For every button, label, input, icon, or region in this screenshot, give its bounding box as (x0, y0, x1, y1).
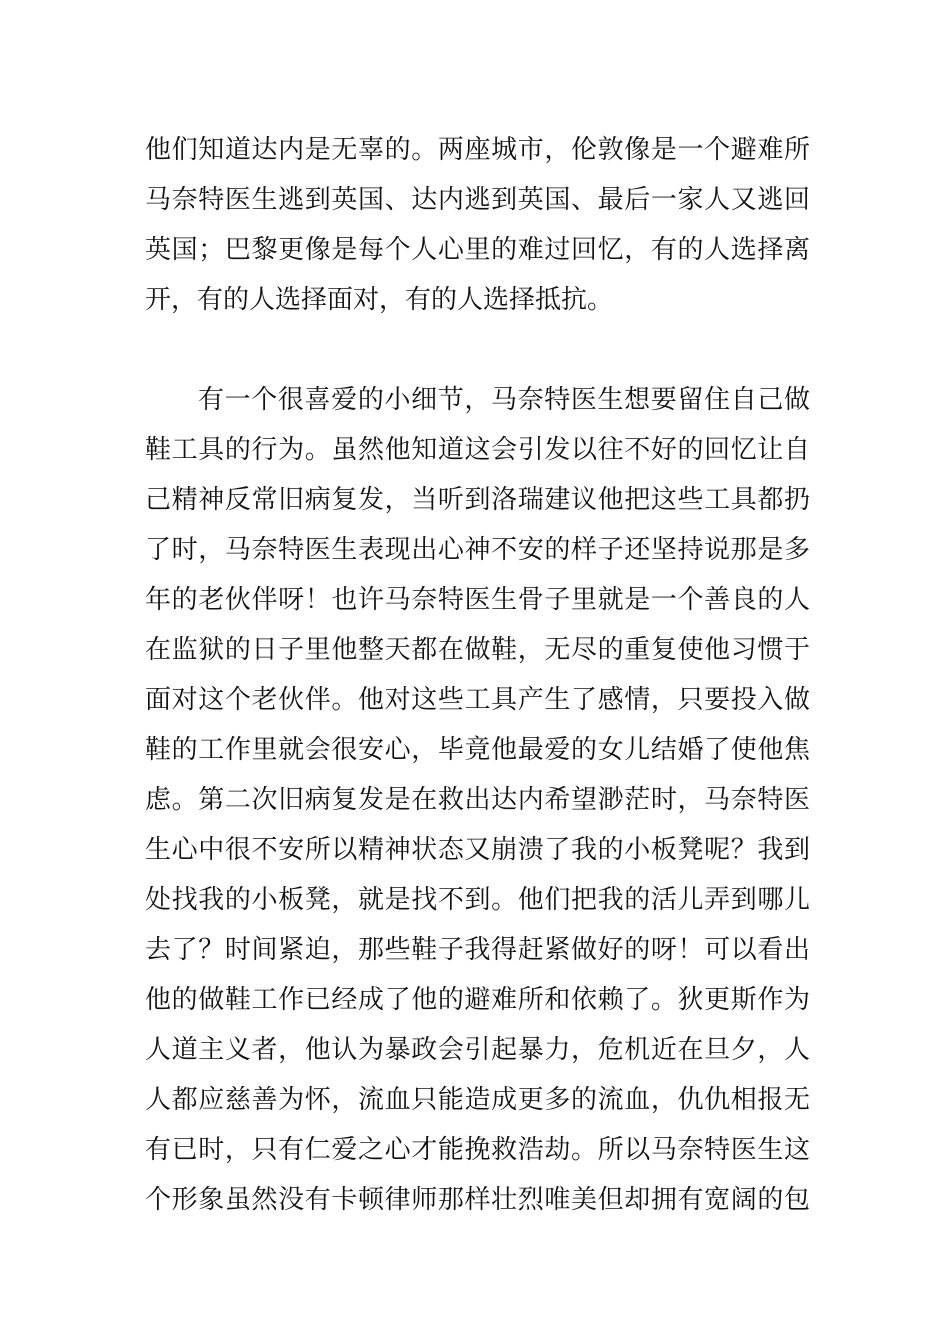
paragraph-2-line-11: 处找我的小板凳，就是找不到。他们把我的活儿弄到哪儿 (145, 885, 810, 915)
paragraph-2-line-10: 生心中很不安所以精神状态又崩溃了我的小板凳呢？我到 (145, 835, 810, 865)
paragraph-2-line-14: 人道主义者，他认为暴政会引起暴力，危机近在旦夕，人 (145, 1035, 810, 1065)
paragraph-1-line-2: 马奈特医生逃到英国、达内逃到英国、最后一家人又逃回 (145, 185, 810, 215)
paragraph-2-line-8: 鞋的工作里就会很安心，毕竟他最爱的女儿结婚了使他焦 (145, 735, 810, 765)
paragraph-2-line-12: 去了？时间紧迫，那些鞋子我得赶紧做好的呀！可以看出 (145, 935, 810, 965)
paragraph-2-line-16: 有已时，只有仁爱之心才能挽救浩劫。所以马奈特医生这 (145, 1135, 810, 1165)
paragraph-2-line-9: 虑。第二次旧病复发是在救出达内希望渺茫时，马奈特医 (145, 785, 810, 815)
paragraph-1-line-1: 他们知道达内是无辜的。两座城市，伦敦像是一个避难所 (145, 135, 810, 165)
paragraph-2-line-17: 个形象虽然没有卡顿律师那样壮烈唯美但却拥有宽阔的包 (145, 1185, 810, 1215)
paragraph-2-line-4: 了时，马奈特医生表现出心神不安的样子还坚持说那是多 (145, 535, 810, 565)
paragraph-2-line-2: 鞋工具的行为。虽然他知道这会引发以往不好的回忆让自 (145, 435, 810, 465)
paragraph-2-line-13: 他的做鞋工作已经成了他的避难所和依赖了。狄更斯作为 (145, 985, 810, 1015)
paragraph-2-line-6: 在监狱的日子里他整天都在做鞋，无尽的重复使他习惯于 (145, 635, 810, 665)
paragraph-1-line-4: 开，有的人选择面对，有的人选择抵抗。 (145, 285, 614, 315)
paragraph-2-line-7: 面对这个老伙伴。他对这些工具产生了感情，只要投入做 (145, 685, 810, 715)
paragraph-2-line-3: 己精神反常旧病复发，当听到洛瑞建议他把这些工具都扔 (145, 485, 810, 515)
paragraph-2-line-15: 人都应慈善为怀，流血只能造成更多的流血，仇仇相报无 (145, 1085, 810, 1115)
paragraph-2-line-1: 有一个很喜爱的小细节，马奈特医生想要留住自己做 (198, 385, 810, 415)
paragraph-2-line-5: 年的老伙伴呀！也许马奈特医生骨子里就是一个善良的人 (145, 585, 810, 615)
paragraph-1-line-3: 英国；巴黎更像是每个人心里的难过回忆，有的人选择离 (145, 235, 810, 265)
